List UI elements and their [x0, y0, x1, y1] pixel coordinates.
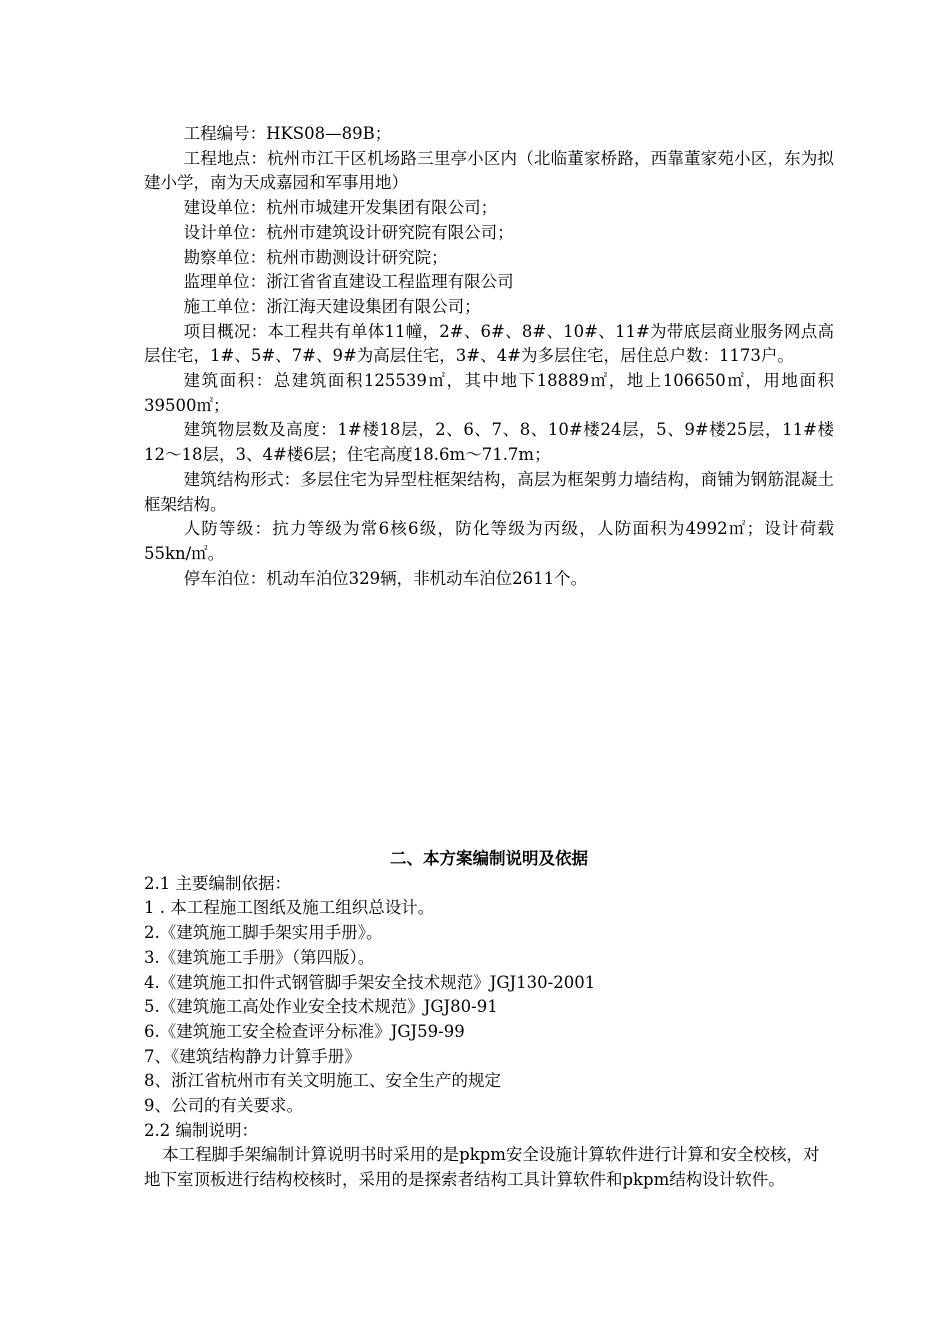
- basis-item: 1 . 本工程施工图纸及施工组织总设计。: [144, 898, 435, 918]
- project-overview: 项目概况：本工程共有单体11幢，2#、6#、8#、10#、11#为带底层商业服务网点高层住宅，1#、5#、7#、9#为高层住宅，3#、4#为多层住宅，居住总户数：1173户。: [144, 321, 834, 366]
- construction-unit: 建设单位：杭州市城建开发集团有限公司；: [183, 198, 498, 218]
- basis-item: 8、浙江省杭州市有关文明施工、安全生产的规定: [144, 1071, 501, 1091]
- civil-defense-level: 人防等级：抗力等级为常6核6级，防化等级为丙级，人防面积为4992㎡；设计荷载55kn/㎡。: [144, 519, 834, 563]
- basis-item: 5.《建筑施工高处作业安全技术规范》JGJ80-91: [144, 997, 498, 1017]
- parking-spaces: 停车泊位：机动车泊位329辆，非机动车泊位2611个。: [183, 568, 588, 588]
- design-unit: 设计单位：杭州市建筑设计研究院有限公司；: [183, 222, 514, 242]
- contractor-unit: 施工单位：浙江海天建设集团有限公司；: [183, 296, 481, 316]
- basis-section: [144, 847, 834, 1193]
- basis-item: 9、公司的有关要求。: [144, 1096, 303, 1116]
- project-location: 工程地点：杭州市江干区机场路三里亭小区内（北临董家桥路，西靠董家苑小区，东为拟建小学，南为天成嘉园和军事用地）: [144, 148, 834, 193]
- structure-form: 建筑结构形式：多层住宅为异型柱框架结构，高层为框架剪力墙结构，商铺为钢筋混凝土框架结构。: [144, 469, 834, 514]
- supervision-unit: 监理单位：浙江省省直建设工程监理有限公司: [183, 272, 514, 292]
- section-heading: 二、本方案编制说明及依据: [390, 849, 588, 868]
- survey-unit: 勘察单位：杭州市勘测设计研究院；: [183, 247, 448, 267]
- basis-item: 2.《建筑施工脚手架实用手册》。: [144, 923, 383, 943]
- building-area: 建筑面积：总建筑面积125539㎡，其中地下18889㎡，地上106650㎡，用地面积39500㎡；: [144, 371, 834, 415]
- subsection-title-notes: 2.2 编制说明：: [144, 1120, 258, 1140]
- project-number: 工程编号：HKS08—89B；: [183, 124, 392, 143]
- building-floors-height: 建筑物层数及高度：1#楼18层，2、6、7、8、10#楼24层，5、9#楼25层，11#楼12～18层，3、4#楼6层；住宅高度18.6m～71.7m；: [144, 420, 834, 465]
- project-info-section: [144, 122, 834, 591]
- subsection-title-basis: 2.1 主要编制依据：: [144, 873, 291, 893]
- basis-item: 4.《建筑施工扣件式钢管脚手架安全技术规范》JGJ130-2001: [144, 972, 596, 992]
- notes-paragraph: 本工程脚手架编制计算说明书时采用的是pkpm安全设施计算软件进行计算和安全校核，对地下室顶板进行结构校核时，采用的是探索者结构工具计算软件和pkpm结构设计软件。: [144, 1145, 820, 1190]
- basis-item: 6.《建筑施工安全检查评分标准》JGJ59-99: [144, 1021, 465, 1041]
- basis-item: 7、《建筑结构静力计算手册》: [144, 1046, 361, 1066]
- basis-item: 3.《建筑施工手册》（第四版）。: [144, 947, 375, 967]
